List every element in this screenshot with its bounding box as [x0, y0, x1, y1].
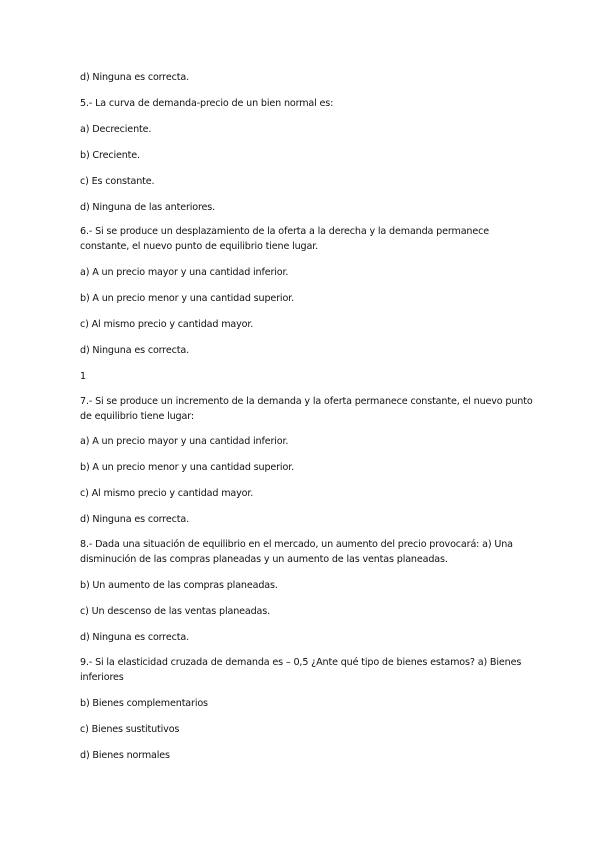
q5-option-c: c) Es constante. [80, 176, 155, 187]
q6-option-a: a) A un precio mayor y una cantidad inferior. [80, 267, 289, 278]
q7-option-d: d) Ninguna es correcta. [80, 514, 190, 525]
q9-option-b: b) Bienes complementarios [80, 698, 208, 709]
q4-option-d: d) Ninguna es correcta. [80, 72, 190, 83]
q7-question-line-2: de equilibrio tiene lugar: [80, 411, 194, 422]
q5-option-a: a) Decreciente. [80, 124, 152, 135]
q7-option-c: c) Al mismo precio y cantidad mayor. [80, 488, 254, 499]
q6-option-b: b) A un precio menor y una cantidad superior. [80, 293, 294, 304]
q8-option-d: d) Ninguna es correcta. [80, 632, 190, 643]
q6-question-line-1: 6.- Si se produce un desplazamiento de la oferta a la derecha y la demanda permanece [80, 226, 489, 237]
q9-option-c: c) Bienes sustitutivos [80, 724, 180, 735]
q6-question-line-2: constante, el nuevo punto de equilibrio tiene lugar. [80, 241, 319, 252]
q7-question-line-1: 7.- Si se produce un incremento de la demanda y la oferta permanece constante, el nuevo punto [80, 396, 533, 407]
q5-option-d: d) Ninguna de las anteriores. [80, 202, 216, 213]
q7-option-b: b) A un precio menor y una cantidad superior. [80, 462, 294, 473]
q6-option-c: c) Al mismo precio y cantidad mayor. [80, 319, 254, 330]
q5-question: 5.- La curva de demanda-precio de un bien normal es: [80, 98, 334, 109]
q9-question-line-1: 9.- Si la elasticidad cruzada de demanda es – 0,5 ¿Ante qué tipo de bienes estamos? a) Bienes [80, 657, 522, 668]
q8-question-line-1: 8.- Dada una situación de equilibrio en el mercado, un aumento del precio provocará: a) Una [80, 539, 513, 550]
q9-option-d: d) Bienes normales [80, 750, 170, 761]
q9-question-line-2: inferiores [80, 672, 124, 683]
q8-option-c: c) Un descenso de las ventas planeadas. [80, 606, 271, 617]
page-number: 1 [80, 371, 86, 382]
q8-question-line-2: disminución de las compras planeadas y un aumento de las ventas planeadas. [80, 554, 448, 565]
q8-option-b: b) Un aumento de las compras planeadas. [80, 580, 278, 591]
q5-option-b: b) Creciente. [80, 150, 140, 161]
q6-option-d: d) Ninguna es correcta. [80, 345, 190, 356]
q7-option-a: a) A un precio mayor y una cantidad inferior. [80, 436, 289, 447]
